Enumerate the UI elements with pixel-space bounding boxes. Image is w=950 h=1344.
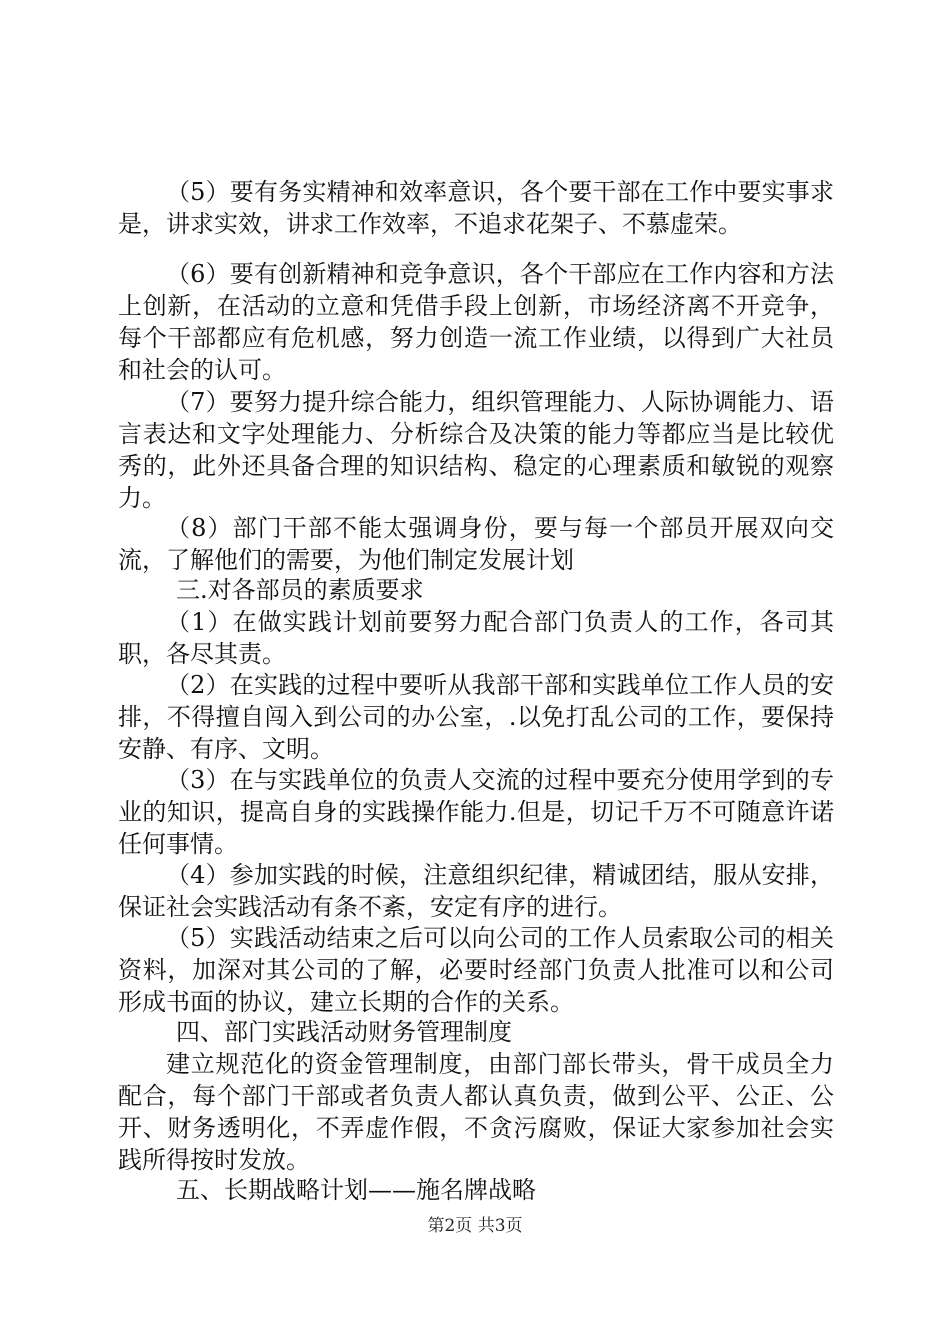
paragraph-member-3: （3）在与实践单位的负责人交流的过程中要充分使用学到的专业的知识，提高自身的实践操作能力.但是，切记千万不可随意许诺任何事情。	[118, 766, 834, 858]
page-number-footer: 第2页 共3页	[427, 1216, 523, 1236]
section-heading-3: 三.对各部员的素质要求	[176, 576, 424, 604]
paragraph-finance: 建立规范化的资金管理制度，由部门部长带头，骨干成员全力配合，每个部门干部或者负责人都认真负责，做到公平、公正、公开、财务透明化，不弄虚作假，不贪污腐败，保证大家参加社会实践所得按时发放。	[118, 1050, 834, 1174]
section-heading-5: 五、长期战略计划——施名牌战略	[176, 1176, 536, 1204]
paragraph-item-7-ability: （7）要努力提升综合能力，组织管理能力、人际协调能力、语言表达和文字处理能力、分析综合及决策的能力等都应当是比较优秀的，此外还具备合理的知识结构、稳定的心理素质和敏锐的观察力。	[118, 388, 834, 512]
section-heading-4: 四、部门实践活动财务管理制度	[176, 1018, 512, 1046]
paragraph-member-1: （1）在做实践计划前要努力配合部门负责人的工作，各司其职，各尽其责。	[118, 608, 834, 668]
paragraph-item-8-communication: （8）部门干部不能太强调身份，要与每一个部员开展双向交流，了解他们的需要，为他们制定发展计划	[118, 514, 834, 574]
paragraph-member-5: （5）实践活动结束之后可以向公司的工作人员索取公司的相关资料，加深对其公司的了解，必要时经部门负责人批准可以和公司形成书面的协议，建立长期的合作的关系。	[118, 924, 834, 1016]
paragraph-item-6-innovation: （6）要有创新精神和竞争意识，各个干部应在工作内容和方法上创新，在活动的立意和凭借手段上创新，市场经济离不开竞争，每个干部都应有危机感，努力创造一流工作业绩，以得到广大社员和社会的认可。	[118, 260, 834, 384]
paragraph-member-2: （2）在实践的过程中要听从我部干部和实践单位工作人员的安排，不得擅自闯入到公司的办公室，.以免打乱公司的工作，要保持安静、有序、文明。	[118, 671, 834, 763]
paragraph-member-4: （4）参加实践的时候，注意组织纪律，精诚团结，服从安排，保证社会实践活动有条不紊，安定有序的进行。	[118, 861, 834, 921]
paragraph-item-5-efficiency: （5）要有务实精神和效率意识，各个要干部在工作中要实事求是，讲求实效，讲求工作效率，不追求花架子、不慕虚荣。	[118, 178, 834, 238]
